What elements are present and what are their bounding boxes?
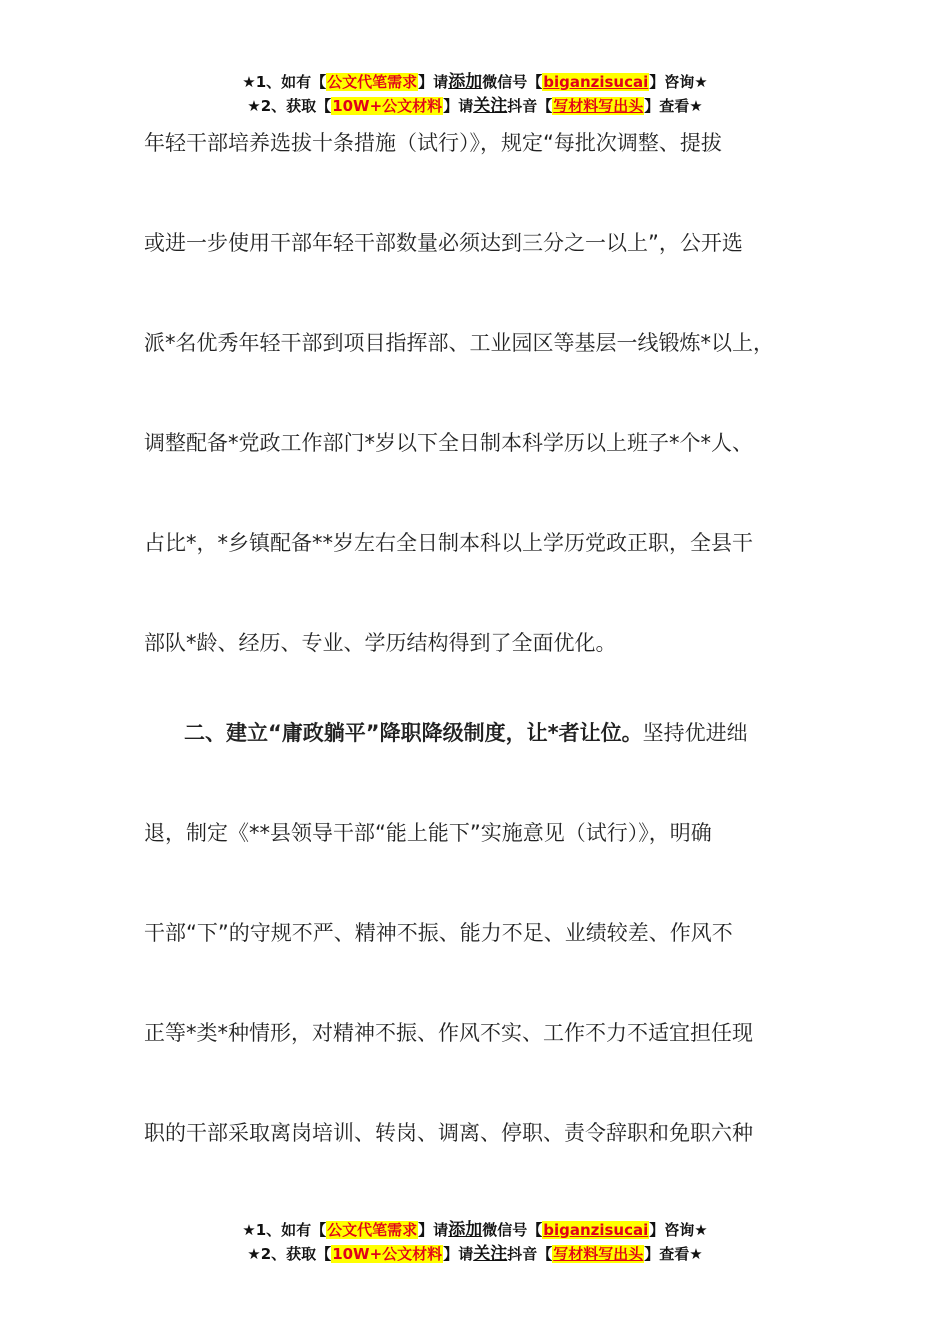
- body-line: 占比*，*乡镇配备**岁左右全日制本科以上学历党政正职，全县干: [144, 531, 753, 555]
- section-heading-line: [144, 718, 748, 748]
- body-line: 派*名优秀年轻干部到项目指挥部、工业园区等基层一线锻炼*以上，: [144, 331, 774, 355]
- banner-text: ★2、获取【: [247, 1245, 332, 1263]
- body-line: 职的干部采取离岗培训、转岗、调离、停职、责令辞职和免职六种: [144, 1121, 753, 1145]
- body-line: 调整配备*党政工作部门*岁以下全日制本科学历以上班子*个*人、: [144, 431, 753, 455]
- section-heading: 二、建立“庸政躺平”降职降级制度，让*者让位。: [184, 721, 643, 745]
- emphasis-text: 关注: [473, 1244, 508, 1264]
- banner-text: 抖音【: [507, 97, 553, 115]
- banner-text: 】请: [418, 73, 449, 91]
- banner-text: 】咨询★: [649, 73, 708, 91]
- banner-line-2: [0, 94, 950, 118]
- body-line: 或进一步使用干部年轻干部数量必须达到三分之一以上”，公开选: [144, 231, 743, 255]
- highlight-service: 公文代笔需求: [327, 73, 418, 91]
- banner-text: ★2、获取【: [247, 97, 332, 115]
- banner-text: 】请: [443, 97, 474, 115]
- emphasis-text: 添加: [448, 72, 483, 92]
- highlight-wechat-id: biganzisucai: [543, 73, 649, 91]
- banner-text: 微信号【: [482, 73, 543, 91]
- body-line: 退，制定《**县领导干部“能上能下”实施意见（试行）》，明确: [144, 821, 712, 845]
- highlight-wechat-id: biganzisucai: [543, 1221, 649, 1239]
- banner-text: 抖音【: [507, 1245, 553, 1263]
- body-line: 部队*龄、经历、专业、学历结构得到了全面优化。: [144, 631, 617, 655]
- emphasis-text: 关注: [473, 96, 508, 116]
- banner-text: 】查看★: [644, 97, 703, 115]
- banner-text: 】咨询★: [649, 1221, 708, 1239]
- highlight-materials: 10W+公文材料: [332, 1245, 443, 1263]
- banner-line-1: [0, 70, 950, 94]
- header-banner: [0, 70, 950, 118]
- highlight-douyin-account: 写材料写出头: [553, 1245, 644, 1263]
- banner-line-1: [0, 1218, 950, 1242]
- body-line: 正等*类*种情形，对精神不振、作风不实、工作不力不适宜担任现: [144, 1021, 753, 1045]
- banner-text: 】查看★: [644, 1245, 703, 1263]
- footer-banner: [0, 1218, 950, 1266]
- emphasis-text: 添加: [448, 1220, 483, 1240]
- highlight-materials: 10W+公文材料: [332, 97, 443, 115]
- body-line: 年轻干部培养选拔十条措施（试行）》，规定“每批次调整、提拔: [144, 131, 722, 155]
- banner-text: 】请: [418, 1221, 449, 1239]
- banner-text: 微信号【: [482, 1221, 543, 1239]
- highlight-service: 公文代笔需求: [327, 1221, 418, 1239]
- banner-line-2: [0, 1242, 950, 1266]
- banner-text: ★1、如有【: [242, 73, 327, 91]
- body-line: 干部“下”的守规不严、精神不振、能力不足、业绩较差、作风不: [144, 921, 733, 945]
- body-text: 坚持优进绌: [642, 721, 748, 745]
- banner-text: ★1、如有【: [242, 1221, 327, 1239]
- banner-text: 】请: [443, 1245, 474, 1263]
- highlight-douyin-account: 写材料写出头: [553, 97, 644, 115]
